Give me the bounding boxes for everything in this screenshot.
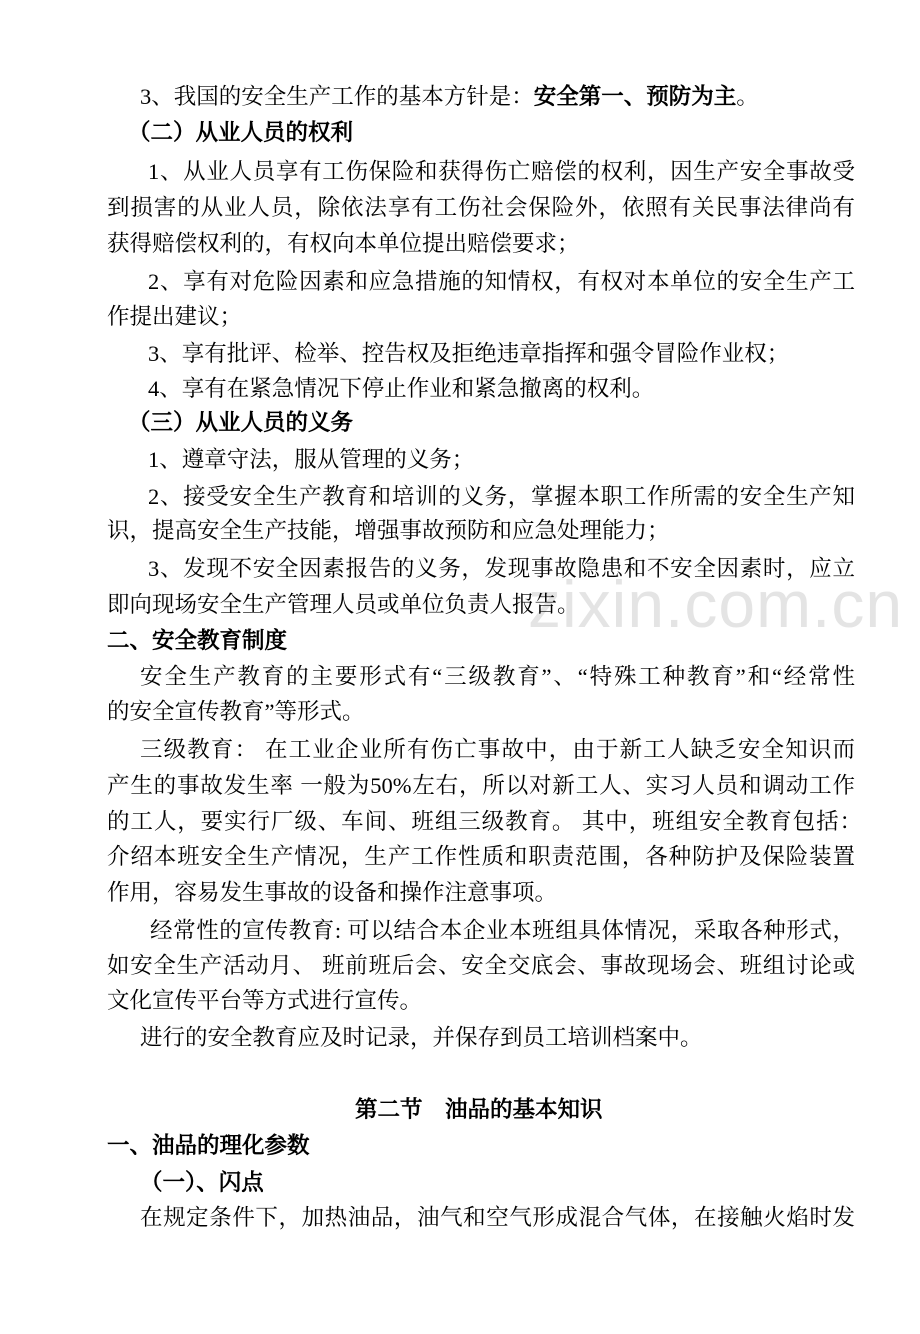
paragraph-line: 如安全生产活动月、 班前班后会、安全交底会、事故现场会、班组讨论或 [107,953,855,978]
paragraph-line: 在规定条件下，加热油品，油气和空气形成混合气体，在接触火焰时发 [140,1205,855,1230]
paragraph-line: 产生的事故发生率 一般为50%左右，所以对新工人、实习人员和调动工作 [107,773,855,798]
paragraph-line: 获得赔偿权利的，有权向本单位提出赔偿要求； [107,231,580,256]
section-heading-education: 二、安全教育制度 [107,628,288,653]
paragraph-line: 1、遵章守法，服从管理的义务； [148,447,475,472]
paragraph-line: 作用，容易发生事故的设备和操作注意事项。 [107,880,558,905]
chapter-title: 第二节 油品的基本知识 [355,1097,603,1122]
subsection-heading-flash-point: （一）、闪点 [140,1170,264,1195]
policy-emphasis: 安全第一、预防为主 [533,84,737,109]
policy-suffix: 。 [736,84,759,109]
paragraph-line: 3、享有批评、检举、控告权及拒绝违章指挥和强令冒险作业权； [148,341,790,366]
watermark: zixin.com.cn [528,567,904,641]
paragraph-line: 作提出建议； [107,304,243,329]
paragraph-line: 识，提高安全生产技能，增强事故预防和应急处理能力； [107,518,670,543]
paragraph-line: 即向现场安全生产管理人员或单位负责人报告。 [107,592,580,617]
paragraph-line: 2、接受安全生产教育和培训的义务，掌握本职工作所需的安全生产知 [148,484,855,509]
section-heading-oil-params: 一、油品的理化参数 [107,1133,310,1158]
paragraph-line: 的安全宣传教育”等形式。 [107,699,365,724]
policy-prefix: 3、我国的安全生产工作的基本方针是： [140,84,534,109]
paragraph-line: 介绍本班安全生产情况，生产工作性质和职责范围，各种防护及保险装置 [107,844,855,869]
paragraph-line: 4、享有在紧急情况下停止作业和紧急撤离的权利。 [148,376,655,401]
policy-line [140,84,759,110]
paragraph-line: 3、发现不安全因素报告的义务，发现事故隐患和不安全因素时，应立 [148,556,855,581]
section-heading-rights: （二）从业人员的权利 [128,120,354,145]
paragraph-line: 进行的安全教育应及时记录，并保存到员工培训档案中。 [140,1025,703,1050]
paragraph-line: 2、享有对危险因素和应急措施的知情权，有权对本单位的安全生产工 [148,269,855,294]
section-heading-duties: （三）从业人员的义务 [128,410,354,435]
paragraph-line: 经常性的宣传教育: 可以结合本企业本班组具体情况，采取各种形式， [150,918,855,943]
paragraph-line: 文化宣传平台等方式进行宣传。 [107,988,423,1013]
paragraph-line: 1、从业人员享有工伤保险和获得伤亡赔偿的权利，因生产安全事故受 [148,159,855,184]
paragraph-line: 的工人，要实行厂级、车间、班组三级教育。 其中，班组安全教育包括： [107,809,862,834]
paragraph-line: 到损害的从业人员，除依法享有工伤社会保险外，依照有关民事法律尚有 [107,195,855,220]
paragraph-line: 安全生产教育的主要形式有“三级教育”、“特殊工种教育”和“经常性 [140,664,855,689]
paragraph-line: 三级教育： 在工业企业所有伤亡事故中，由于新工人缺乏安全知识而 [140,737,855,762]
